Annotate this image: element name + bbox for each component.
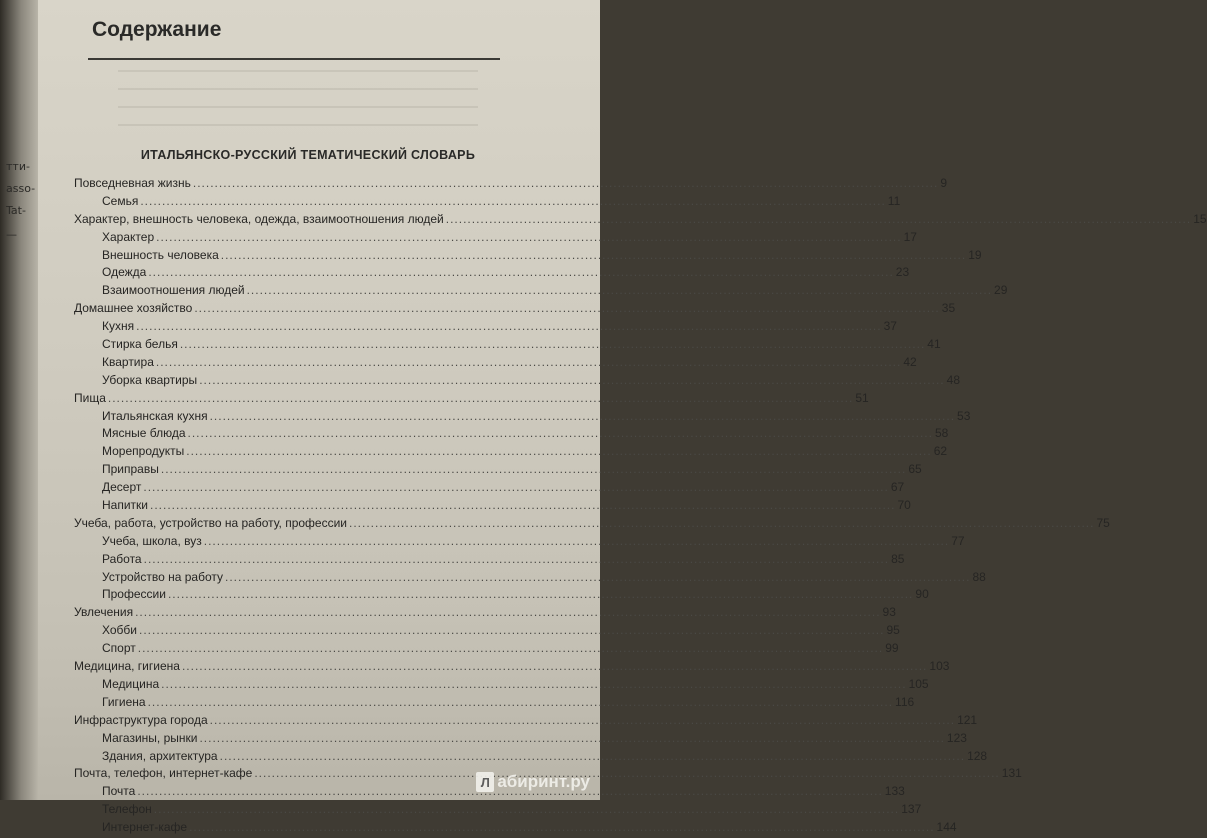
toc-entry-label: Кухня [102,319,135,334]
toc-section [74,211,1207,230]
toc-subsection [74,426,949,444]
toc-leader-dots [210,713,955,727]
toc-entry-label: Одежда [102,265,147,280]
toc-subsection [74,533,965,552]
toc-page-number: 70 [897,498,911,513]
toc-entry-label: Характер, внешность человека, одежда, взаимоотношения людей [74,211,444,226]
toc-page-number: 35 [941,301,956,316]
toc-leader-dots [148,265,893,279]
toc-entry-label: Интернет-кафе [102,820,188,835]
toc-page-number: 17 [903,229,917,244]
toc-page-number: 121 [957,712,978,727]
toc-leader-dots [144,552,889,566]
toc-page-number: 37 [883,319,897,334]
page-title: Содержание [92,18,222,41]
toc-leader-dots [140,194,885,208]
toc-section [74,659,950,677]
book-page [38,0,1207,835]
toc-subsection [74,337,941,355]
toc-entry-label: Внешность человека [102,247,219,262]
toc-leader-dots [161,462,906,476]
toc-entry-label: Гигиена [102,694,146,709]
toc-section [74,301,956,319]
toc-page-number: 116 [895,694,915,709]
toc-leader-dots [194,301,939,315]
section-title: ИТАЛЬЯНСКО-РУССКИЙ ТЕМАТИЧЕСКИЙ СЛОВАРЬ [140,148,476,162]
toc-page-number: 88 [972,569,986,584]
toc-subsection [74,444,948,462]
toc-leader-dots [180,337,925,351]
show-through-line [118,88,478,90]
toc-leader-dots [220,749,965,763]
toc-leader-dots [148,695,893,709]
toc-leader-dots [168,587,913,601]
toc-entry-label: Десерт [102,480,142,495]
toc-subsection [74,694,915,713]
toc-page-number: 75 [1096,515,1110,530]
toc-leader-dots [204,534,949,548]
toc-page-number: 15 [1193,211,1207,226]
toc-subsection [74,498,911,516]
toc-page-number: 93 [882,605,896,620]
toc-entry-label: Почта [102,784,136,799]
toc-subsection [74,319,897,337]
toc-leader-dots [199,373,944,387]
toc-entry-label: Домашнее хозяйство [74,301,193,316]
toc-page-number: 137 [901,802,922,817]
left-page-edge [0,0,38,800]
toc-subsection [74,193,901,212]
toc-subsection [74,462,922,480]
toc-entry-label: Семья [102,193,139,208]
toc-entry-label: Уборка квартиры [102,372,198,387]
toc-leader-dots [221,248,966,262]
labirint-logo-icon: Л [476,772,494,792]
toc-page-number: 58 [934,426,949,441]
toc-entry-label: Медицина [102,676,160,691]
toc-section [74,176,948,194]
toc-subsection [74,265,910,283]
toc-entry-label: Морепродукты [102,444,185,459]
toc-entry-label: Медицина, гигиена [74,659,180,674]
toc-page-number: 11 [887,193,901,208]
toc-page-number: 95 [886,623,900,638]
toc-subsection [74,748,988,767]
left-page-fragment: — [6,228,17,241]
toc-page-number: 131 [1001,766,1022,781]
toc-leader-dots [154,802,899,816]
toc-page-number: 51 [855,390,869,405]
toc-subsection [74,408,971,427]
toc-entry-label: Пища [74,390,106,405]
toc-page-number: 9 [940,176,948,190]
toc-page-number: 77 [951,533,965,548]
toc-leader-dots [150,498,895,512]
toc-entry-label: Учеба, школа, вуз [102,533,202,548]
toc-leader-dots [189,820,934,834]
left-page-fragment: тти- [6,160,30,173]
toc-subsection [74,623,900,641]
toc-entry-label: Мясные блюда [102,426,186,441]
toc-leader-dots [143,480,888,494]
toc-entry-label: Квартира [102,354,154,369]
show-through-line [118,124,478,126]
toc-leader-dots [247,283,992,297]
site-watermark [476,772,590,792]
toc-subsection [74,730,967,749]
toc-page-number: 90 [915,587,929,602]
toc-page-number: 23 [895,265,910,280]
toc-entry-label: Профессии [102,587,166,602]
watermark-text: абиринт.ру [497,772,590,791]
toc-page-number: 133 [884,784,905,799]
toc-page-number: 62 [933,444,948,459]
toc-subsection [74,229,917,248]
toc-leader-dots [108,391,853,405]
toc-leader-dots [161,677,906,691]
toc-subsection [74,480,905,498]
toc-leader-dots [186,444,931,458]
toc-leader-dots [193,176,938,190]
toc-page-number: 85 [891,551,905,566]
toc-subsection [74,802,922,820]
left-page-fragment: asso- [6,182,36,195]
toc-subsection [74,283,1008,301]
toc-leader-dots [182,659,927,673]
toc-leader-dots [156,230,901,244]
toc-subsection [74,569,986,588]
toc-page-number: 19 [968,247,982,262]
toc-page-number: 103 [929,659,950,674]
toc-page-number: 65 [908,462,922,477]
toc-leader-dots [254,766,999,780]
toc-page-number: 48 [946,372,960,387]
toc-leader-dots [225,570,970,584]
toc-leader-dots [138,641,883,655]
toc-leader-dots [188,426,933,440]
toc-subsection [74,784,905,802]
toc-entry-label: Здания, архитектура [102,748,218,763]
toc-entry-label: Взаимоотношения людей [102,283,245,298]
toc-page-number: 123 [946,730,967,745]
toc-entry-label: Хобби [102,623,137,638]
toc-section [74,515,1110,534]
toc-leader-dots [139,623,884,637]
toc-page-number: 128 [967,748,988,763]
toc-subsection [74,641,899,659]
toc-page-number: 53 [957,408,971,423]
header-divider [88,58,500,60]
toc-subsection [74,354,917,373]
toc-leader-dots [199,731,944,745]
toc-subsection [74,676,929,695]
toc-subsection [74,587,929,605]
toc-entry-label: Учеба, работа, устройство на работу, профессии [74,515,348,530]
toc-entry-label: Магазины, рынки [102,730,198,745]
toc-page-number: 67 [890,480,905,495]
toc-entry-label: Увлечения [74,605,134,620]
toc-page-number: 105 [908,676,929,691]
toc-section [74,390,869,409]
toc-subsection [74,820,957,838]
toc-entry-label: Почта, телефон, интернет-кафе [74,766,253,781]
toc-entry-label: Приправы [102,462,159,477]
toc-subsection [74,247,982,266]
toc-page-number: 144 [936,820,957,835]
show-through-line [118,106,478,108]
toc-page-number: 99 [885,641,899,656]
toc-entry-label: Итальянская кухня [102,408,208,423]
toc-subsection [74,372,960,391]
toc-entry-label: Устройство на работу [102,569,224,584]
toc-page-number: 29 [994,283,1008,298]
toc-leader-dots [135,605,880,619]
toc-section [74,605,896,623]
toc-subsection [74,551,905,570]
toc-leader-dots [349,516,1094,530]
toc-page-number: 42 [903,354,917,369]
toc-entry-label: Спорт [102,641,136,656]
toc-leader-dots [136,319,881,333]
toc-leader-dots [210,409,955,423]
toc-entry-label: Инфраструктура города [74,712,208,727]
toc-leader-dots [446,212,1191,226]
toc-section [74,712,978,731]
toc-leader-dots [156,355,901,369]
toc-entry-label: Повседневная жизнь [74,176,191,190]
left-page-fragment: Tat- [6,204,26,217]
toc-page-number: 41 [927,337,941,352]
toc-entry-label: Стирка белья [102,337,178,352]
show-through-line [118,70,478,72]
toc-entry-label: Характер [102,229,155,244]
toc-entry-label: Работа [102,551,142,566]
toc-entry-label: Напитки [102,498,148,513]
toc-entry-label: Телефон [102,802,152,817]
